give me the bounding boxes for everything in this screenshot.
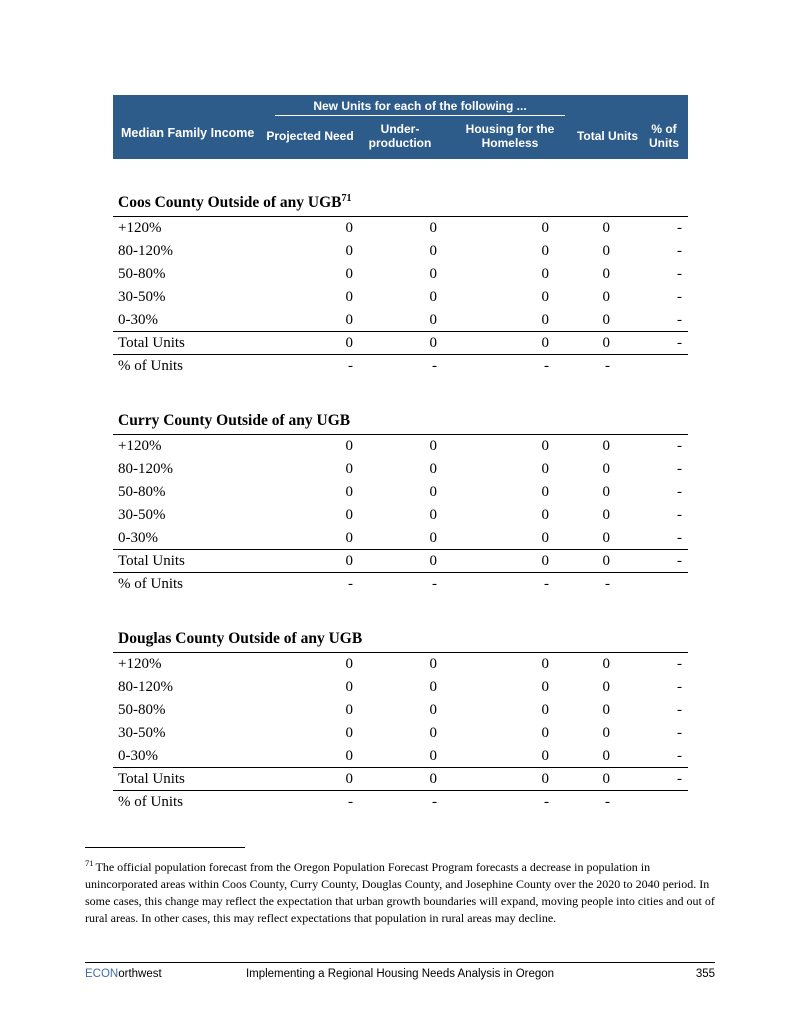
row-label: 50-80%	[118, 702, 166, 719]
cell-value: 0	[602, 679, 610, 696]
table-row	[113, 217, 688, 240]
section-title: Curry County Outside of any UGB	[113, 411, 688, 435]
brand-logo	[85, 968, 162, 980]
row-label: % of Units	[118, 794, 183, 811]
cell-value: 0	[602, 334, 610, 351]
cell-value: 0	[429, 656, 437, 673]
row-label: Total Units	[118, 770, 185, 787]
cell-value: 0	[602, 656, 610, 673]
cell-value: -	[677, 289, 682, 306]
cell-value: -	[677, 311, 682, 328]
table-row	[113, 573, 688, 596]
cell-value: 0	[345, 438, 353, 455]
footnote-body: The official population forecast from the Oregon Population Forecast Program forecasts a decrease in population in unincorporated areas within Coos County, Curry County, Douglas County, and Josephine County over the 2020 to 2040 period. In some cases, this change may reflect the expectation that urban growth boundaries will expand, moving people into cities and out of rural areas. In other cases, this may reflect expectations that population in rural areas may decline.	[85, 860, 715, 926]
cell-value: 0	[541, 529, 549, 546]
cell-value: 0	[429, 747, 437, 764]
row-label: 0-30%	[118, 747, 158, 764]
county-section	[113, 411, 688, 596]
cell-value: -	[677, 438, 682, 455]
footnote-separator	[85, 847, 245, 848]
cell-value: -	[544, 794, 549, 811]
cell-value: -	[544, 576, 549, 593]
row-label: +120%	[118, 438, 162, 455]
row-label: % of Units	[118, 358, 183, 375]
county-section	[113, 189, 688, 378]
cell-value: -	[348, 576, 353, 593]
footnote-marker: 71	[85, 858, 94, 869]
table-row	[113, 768, 688, 791]
table-row	[113, 332, 688, 355]
cell-value: 0	[602, 461, 610, 478]
cell-value: -	[677, 334, 682, 351]
cell-value: 0	[429, 679, 437, 696]
cell-value: -	[605, 576, 610, 593]
cell-value: -	[677, 266, 682, 283]
cell-value: 0	[429, 266, 437, 283]
column-header-pct-of-units: % of Units	[649, 121, 679, 150]
group-header-new-units: New Units for each of the following ...	[275, 95, 565, 116]
column-header-median-family-income: Median Family Income	[121, 126, 255, 140]
table-row	[113, 676, 688, 699]
table-row	[113, 791, 688, 814]
cell-value: -	[677, 725, 682, 742]
cell-value: -	[677, 656, 682, 673]
cell-value: 0	[602, 220, 610, 237]
row-label: 80-120%	[118, 243, 173, 260]
cell-value: 0	[429, 552, 437, 569]
cell-value: 0	[345, 747, 353, 764]
brand-suffix: orthwest	[118, 968, 162, 980]
cell-value: 0	[541, 679, 549, 696]
cell-value: 0	[345, 243, 353, 260]
cell-value: 0	[602, 243, 610, 260]
table-row	[113, 653, 688, 676]
cell-value: 0	[345, 334, 353, 351]
section-title: Coos County Outside of any UGB$^{71}$	[113, 189, 688, 217]
table-row	[113, 263, 688, 286]
cell-value: 0	[602, 702, 610, 719]
row-label: Total Units	[118, 334, 185, 351]
cell-value: 0	[541, 289, 549, 306]
cell-value: 0	[541, 311, 549, 328]
cell-value: 0	[602, 484, 610, 501]
cell-value: -	[677, 679, 682, 696]
cell-value: 0	[345, 266, 353, 283]
cell-value: 0	[602, 311, 610, 328]
cell-value: 0	[345, 770, 353, 787]
cell-value: 0	[345, 289, 353, 306]
brand-prefix: ECON	[85, 968, 119, 980]
cell-value: 0	[345, 552, 353, 569]
cell-value: 0	[541, 747, 549, 764]
cell-value: 0	[345, 702, 353, 719]
cell-value: 0	[345, 507, 353, 524]
column-header-underproduction: Under-production	[368, 121, 432, 150]
cell-value: -	[677, 507, 682, 524]
cell-value: 0	[541, 656, 549, 673]
cell-value: 0	[429, 529, 437, 546]
cell-value: 0	[541, 552, 549, 569]
column-header-housing-for-the-homeless: Housing for the Homeless	[465, 121, 555, 150]
row-label: 30-50%	[118, 289, 166, 306]
table-header	[113, 95, 688, 159]
cell-value: -	[677, 552, 682, 569]
table-sections	[113, 189, 688, 814]
section-title: Douglas County Outside of any UGB	[113, 629, 688, 653]
cell-value: 0	[345, 311, 353, 328]
page-number: 355	[695, 968, 715, 980]
cell-value: 0	[429, 725, 437, 742]
table-row	[113, 481, 688, 504]
cell-value: -	[677, 243, 682, 260]
table-row	[113, 550, 688, 573]
row-label: 80-120%	[118, 679, 173, 696]
footnote	[85, 855, 715, 927]
cell-value: 0	[602, 266, 610, 283]
table-row	[113, 527, 688, 550]
cell-value: 0	[429, 243, 437, 260]
cell-value: 0	[429, 311, 437, 328]
cell-value: -	[677, 770, 682, 787]
cell-value: 0	[541, 770, 549, 787]
cell-value: 0	[602, 725, 610, 742]
cell-value: -	[432, 794, 437, 811]
table-row	[113, 745, 688, 768]
cell-value: -	[677, 747, 682, 764]
row-label: 50-80%	[118, 484, 166, 501]
cell-value: 0	[541, 484, 549, 501]
cell-value: 0	[541, 243, 549, 260]
row-label: 30-50%	[118, 507, 166, 524]
row-label: Total Units	[118, 552, 185, 569]
table-row	[113, 286, 688, 309]
column-header-total-units: Total Units	[576, 128, 639, 143]
table-row	[113, 309, 688, 332]
cell-value: 0	[602, 552, 610, 569]
cell-value: 0	[429, 334, 437, 351]
cell-value: 0	[429, 770, 437, 787]
table-row	[113, 458, 688, 481]
cell-value: 0	[541, 702, 549, 719]
footnote-area	[85, 847, 715, 927]
cell-value: 0	[345, 461, 353, 478]
row-label: 30-50%	[118, 725, 166, 742]
cell-value: -	[544, 358, 549, 375]
cell-value: 0	[602, 289, 610, 306]
cell-value: -	[348, 358, 353, 375]
cell-value: -	[677, 702, 682, 719]
footnote-ref: 71	[341, 193, 352, 204]
cell-value: 0	[345, 725, 353, 742]
housing-units-table	[113, 95, 688, 814]
cell-value: -	[432, 576, 437, 593]
cell-value: 0	[429, 507, 437, 524]
row-label: +120%	[118, 220, 162, 237]
row-label: % of Units	[118, 576, 183, 593]
row-label: 0-30%	[118, 529, 158, 546]
cell-value: -	[605, 358, 610, 375]
cell-value: 0	[429, 461, 437, 478]
cell-value: 0	[541, 220, 549, 237]
cell-value: 0	[602, 770, 610, 787]
cell-value: 0	[345, 529, 353, 546]
column-header-projected-need: Projected Need	[266, 128, 354, 143]
county-section	[113, 629, 688, 814]
table-row	[113, 699, 688, 722]
cell-value: 0	[345, 679, 353, 696]
cell-value: 0	[541, 334, 549, 351]
cell-value: 0	[429, 484, 437, 501]
cell-value: 0	[541, 266, 549, 283]
cell-value: -	[605, 794, 610, 811]
cell-value: -	[677, 529, 682, 546]
table-row	[113, 240, 688, 263]
footer-title: Implementing a Regional Housing Needs Analysis in Oregon	[245, 968, 555, 980]
page-content	[85, 0, 715, 927]
cell-value: 0	[602, 507, 610, 524]
row-label: 50-80%	[118, 266, 166, 283]
cell-value: -	[677, 461, 682, 478]
cell-value: 0	[429, 438, 437, 455]
table-row	[113, 355, 688, 378]
row-label: +120%	[118, 656, 162, 673]
cell-value: -	[677, 220, 682, 237]
table-row	[113, 722, 688, 745]
row-label: 0-30%	[118, 311, 158, 328]
cell-value: 0	[429, 220, 437, 237]
cell-value: 0	[345, 220, 353, 237]
cell-value: -	[432, 358, 437, 375]
cell-value: 0	[345, 484, 353, 501]
table-row	[113, 504, 688, 527]
row-label: 80-120%	[118, 461, 173, 478]
cell-value: -	[677, 484, 682, 501]
cell-value: 0	[429, 289, 437, 306]
cell-value: 0	[602, 438, 610, 455]
table-row	[113, 435, 688, 458]
cell-value: 0	[602, 747, 610, 764]
page-footer	[85, 962, 715, 980]
cell-value: 0	[602, 529, 610, 546]
cell-value: 0	[541, 438, 549, 455]
cell-value: 0	[541, 507, 549, 524]
cell-value: 0	[345, 656, 353, 673]
cell-value: 0	[541, 461, 549, 478]
cell-value: -	[348, 794, 353, 811]
cell-value: 0	[429, 702, 437, 719]
cell-value: 0	[541, 725, 549, 742]
